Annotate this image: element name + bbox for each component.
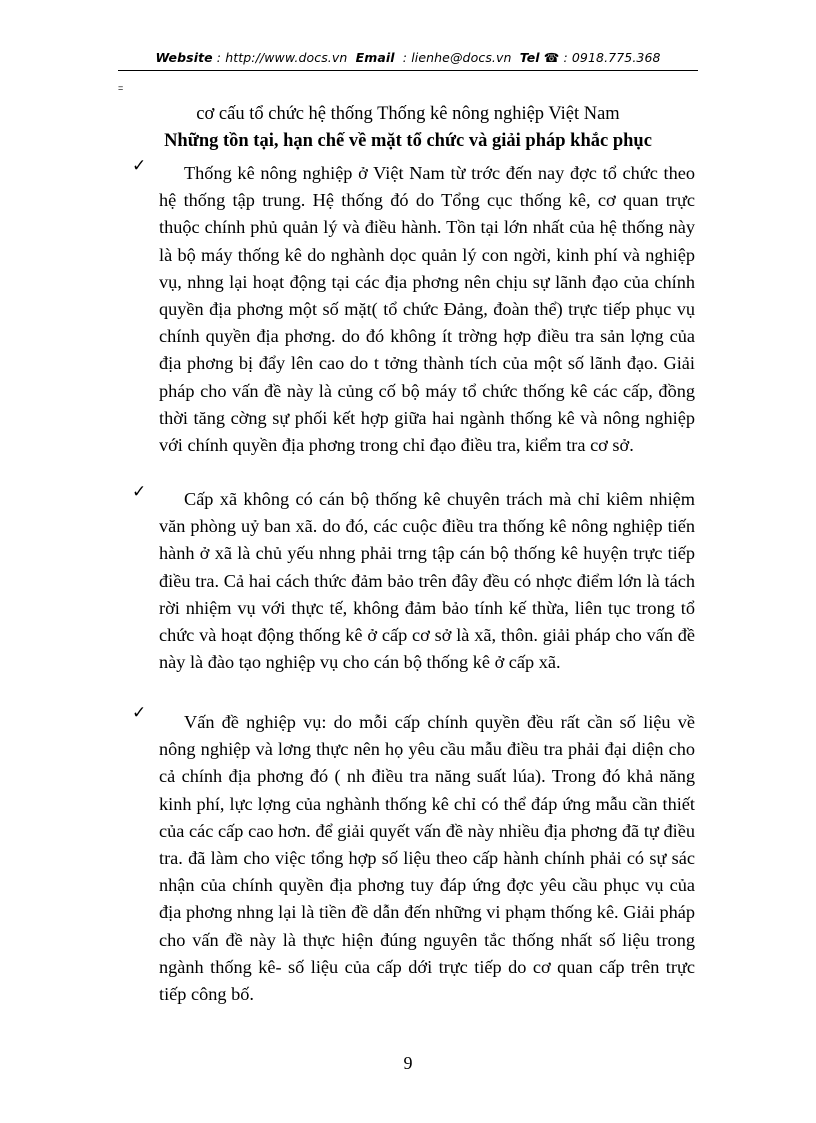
- document-title: cơ cấu tổ chức hệ thống Thống kê nông nghiệp Việt Nam: [196, 104, 620, 124]
- paragraph-3: Vấn đề nghiệp vụ: do mỗi cấp chính quyền đều rất cần số liệu về nông nghiệp và lơng thực nên họ yêu cầu mẫu điều tra phải đại diện cho cả chính địa phơng đó ( nh điều tra năng suất lúa). Trong đó khả năng kinh phí, lực lợng của nghành thống kê chỉ có thể đáp ứng mẫu cần thiết của các cấp cao hơn. để giải quyết vấn đề này nhiều địa phơng đã tự điều tra. đã làm cho việc tổng hợp số liệu theo cấp hành chính phải có sự sác nhận của chính quyền địa phơng tuy đáp ứng đợc yêu cầu phục vụ của địa phơng nhng lại là tiền đề dẫn đến những vi phạm thống kê. Giải pháp cho vấn đề này là thực hiện đúng nguyên tắc thống nhất số liệu trong ngành thống kê- số liệu của cấp dới trực tiếp do cơ quan cấp trên trực tiếp công bố.: [159, 712, 695, 1005]
- section-heading: Những tồn tại, hạn chế về mặt tổ chức và giải pháp khắc phục: [164, 131, 652, 151]
- paragraph-1: Thống kê nông nghiệp ở Việt Nam từ trớc đến nay đợc tổ chức theo hệ thống tập trung. Hệ thống đó do Tổng cục thống kê, cơ quan trực thuộc chính phủ quản lý và điều hành. Tồn tại lớn nhất của hệ thống này là bộ máy thống kê do nghành dọc quản lý con ngời, kinh phí và nghiệp vụ, nhng lại hoạt động tại các địa phơng nên chịu sự lãnh đạo của chính quyền địa phơng một số mặt( tổ chức Đảng, đoàn thể) trực tiếp phục vụ chính quyền địa phơng. do đó không ít trờng hợp điều tra sản lợng của địa phơng bị đẩy lên cao do t tởng thành tích của một số lãnh đạo. Giải pháp cho vấn đề này là củng cố bộ máy tổ chức thống kê các cấp, đồng thời tăng cờng sự phối kết hợp giữa hai ngành thống kê và nông nghiệp với chính quyền địa phơng trong chỉ đạo điều tra, kiểm tra cơ sở.: [159, 163, 695, 456]
- header-rule: [118, 70, 698, 71]
- email-label: Email: [355, 50, 395, 65]
- checkmark-icon: ✓: [132, 482, 147, 502]
- email-separator: :: [394, 50, 412, 65]
- paragraph-2: Cấp xã không có cán bộ thống kê chuyên trách mà chỉ kiêm nhiệm văn phòng uỷ ban xã. do đó, các cuộc điều tra thống kê nông nghiệp tiến hành ở xã là chủ yếu nhng phải trng tập cán bộ thống kê huyện trực tiếp điều tra. Cả hai cách thức đảm bảo trên đây đều có nhợc điểm lớn là tách rời nhiệm vụ với thực tế, không đảm bảo tính kế thừa, liên tục trong tổ chức và hoạt động thống kê ở cấp cơ sở là xã, thôn. giải pháp cho vấn đề này là đào tạo nghiệp vụ cho cán bộ thống kê ở cấp xã.: [159, 489, 695, 673]
- email-link[interactable]: lienhe@docs.vn: [411, 50, 512, 65]
- website-label: Website: [155, 50, 213, 65]
- checkmark-icon: ✓: [132, 703, 147, 723]
- tel-value: : 0918.775.368: [559, 50, 661, 65]
- checkmark-icon: ✓: [132, 156, 147, 176]
- equals-marker: =: [118, 83, 124, 93]
- website-link[interactable]: http://www.docs.vn: [225, 50, 348, 65]
- page-header: [0, 50, 816, 65]
- website-separator: :: [212, 50, 226, 65]
- phone-icon: ☎: [543, 50, 560, 65]
- page-number: 9: [403, 1053, 413, 1073]
- tel-label: Tel: [519, 50, 540, 65]
